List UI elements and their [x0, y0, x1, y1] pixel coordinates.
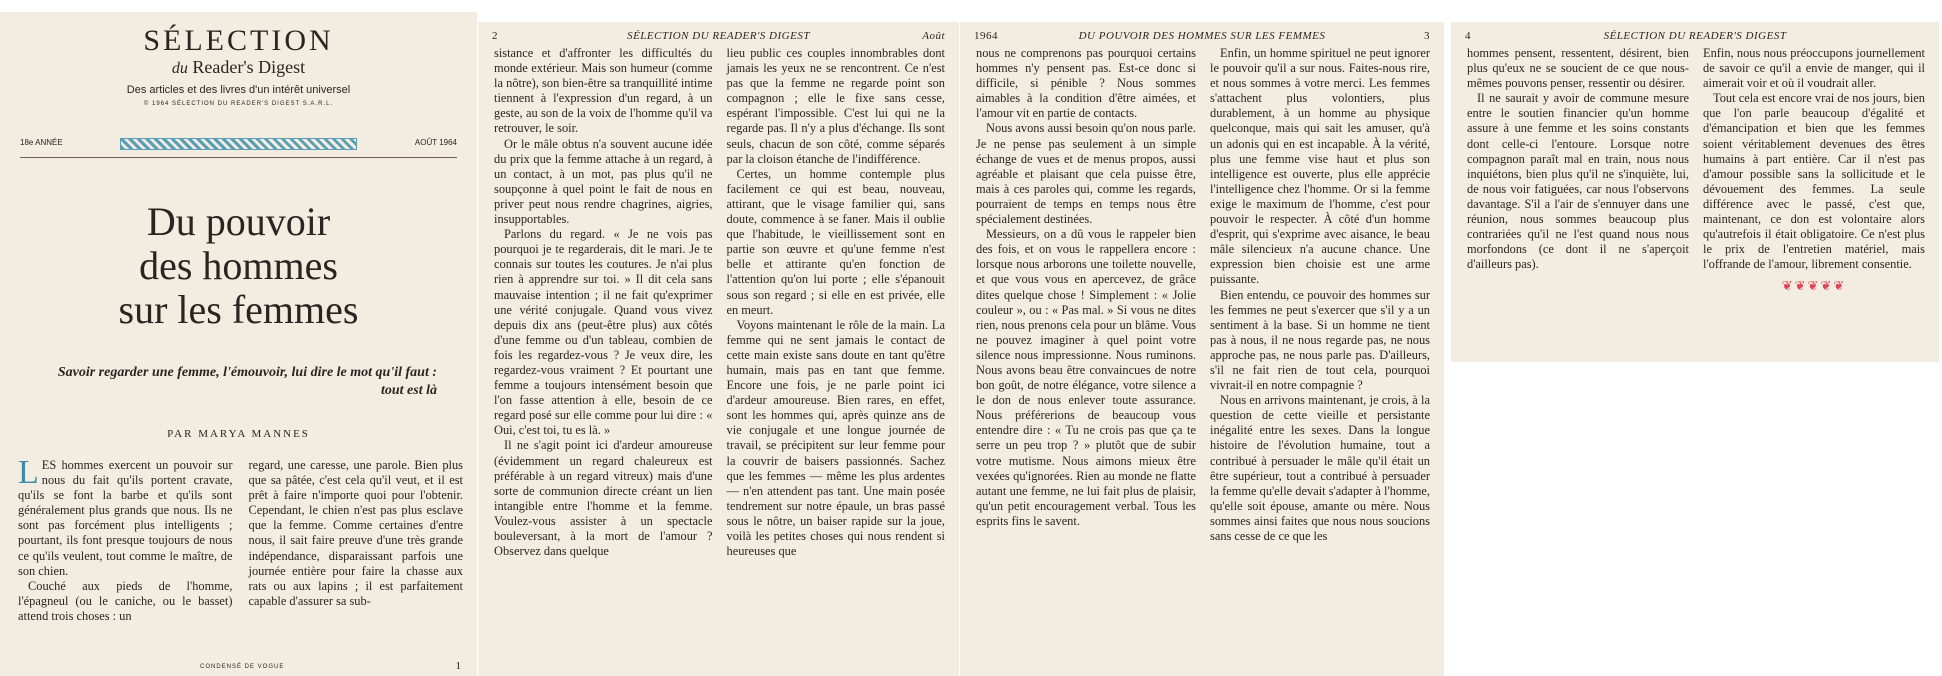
article-title	[0, 200, 477, 332]
year-label: 18e ANNÉE	[20, 138, 63, 147]
paragraph: Couché aux pieds de l'homme, l'épagneul (ou le caniche, ou le basset) attend trois choses : un	[18, 578, 233, 623]
paragraph: Parlons du regard. « Je ne vois pas pourquoi je te regarderais, dit le mari. Je te connais sur toutes les coutures. Je n'ai plus rien à apprendre sur toi. » Il dit cela sans mauvaise intention ; il ne fait qu'exprimer une vérité conjugale. Quand vous vivez depuis dix ans (peut-être plus) aux côtés d'une femme ou d'un tableau, combien de fois les regardez-vous ? Je veux dire, les regardez-vous vraiment ? Et pourtant une femme a toujours intensément besoin que l'on fasse attention à elle, besoin de ce regard posé sur elle comme pour lui dire : « Oui, c'est toi, tu es là. »	[494, 227, 713, 438]
decorative-band	[120, 138, 357, 150]
issue-row	[20, 132, 457, 154]
running-head-year: 1964	[974, 30, 998, 42]
page-4-column-1	[1467, 46, 1689, 352]
end-ornament: ❦❦❦❦❦	[1781, 278, 1847, 294]
running-head-title: SÉLECTION DU READER'S DIGEST	[627, 30, 810, 42]
title-line-3: sur les femmes	[118, 287, 359, 332]
page-4-column-2	[1703, 46, 1925, 352]
paragraph: Nous en arrivons maintenant, je crois, à la question de cette vieille et persistante inégalité entre les sexes. Dans la longue histoire de l'évolution humaine, tout a contribué à persuader le mâle qu'il était un être supérieur, tout a contribué à persuader la femme qu'elle devait s'adapter à l'homme, qu'elle soit épouse, amante ou mère. Nous sommes ainsi faites que nous nous soucions sans cesse de ce que les	[1210, 393, 1430, 543]
page-number: 2	[492, 30, 498, 42]
page-3-columns	[976, 46, 1430, 654]
paragraph: Or le mâle obtus n'a souvent aucune idée du prix que la femme attache à un regard, à un contact, à un mot, pas plus qu'il ne soupçonne à quel point le fait de nous en priver peut nous rendre chagrines, aigries, insupportables.	[494, 136, 713, 227]
page-4-columns	[1467, 46, 1925, 352]
page-3-column-1	[976, 46, 1196, 654]
paragraph: Messieurs, on a dû vous le rappeler bien des fois, et on vous le rappellera encore : lorsque nous arborons une toilette nouvelle, et que vous vous en apercevez, de grâce dites quelque chose ! Simplement : « Jolie couleur », ou : « Pas mal. » Si vous ne dites rien, nous prenons cela pour un blâme. Vous ne pouvez imaginer à quel point votre silence nous impressionne. Nous ruminons. Nous avons beau être convaincues de notre bon goût, de notre élégance, votre silence a le don de nous enlever toute assurance. Nous préférerions de beaucoup vous entendre dire : « Tu ne crois pas que ça te serre un peu trop ? » plutôt que de subir votre mutisme. Nous aimons mieux être vexées qu'ignorées. Rien au monde ne flatte autant une femme, ne lui fait plus de plaisir, qu'un petit encouragement verbal. Tous les esprits fins le savent.	[976, 227, 1196, 528]
masthead-du: du	[171, 60, 188, 77]
paragraph: Nous avons aussi besoin qu'on nous parle. Je ne pense pas seulement à un simple échange de vues et de menus propos, aussi agréable et plaisant que cela puisse être, mais à ces paroles qui, comme les regards, pourraient de temps en temps nous être spécialement destinées.	[976, 121, 1196, 227]
byline: PAR MARYA MANNES	[167, 428, 310, 440]
paragraph: Certes, un homme contemple plus facilement ce qui est beau, nouveau, attirant, que le visage familier qui, sans doute, commence à se faner. Mais il oublie que l'habitude, le vieillissement sont en partie son œuvre et qu'une femme n'est belle et attirante qu'en fonction de l'attention qu'on lui porte ; elle s'épanouit sous son regard ; si elle en est privée, elle en meurt.	[726, 166, 945, 317]
paragraph: LES hommes exercent un pouvoir sur nous du fait qu'ils portent cravate, qu'ils se font la barbe et qu'ils sont généralement plus grands que nous. Ils ne sont pas forcément plus intelligents ; pourtant, ils font presque toujours de nous ce qu'ils veulent, tout comme le maître, de son chien.	[18, 454, 233, 578]
drop-cap: L	[18, 454, 39, 491]
running-head	[974, 30, 1430, 44]
title-line-2: des hommes	[139, 243, 338, 288]
page-3-column-2	[1210, 46, 1430, 654]
page-1	[0, 12, 477, 676]
source-footer: CONDENSÉ DE VOGUE	[200, 664, 285, 670]
running-head	[492, 30, 945, 44]
paragraph: Il ne saurait y avoir de commune mesure entre le soutien financier qu'un homme assure à une femme et les soins constants dont celle-ci l'entoure. Lorsque notre compagnon paraît mal en train, nous nous inquiétons, bien plus qu'il ne s'inquiète, lui, de nous voir fatiguées, car nous l'observons davantage. S'il a l'air de s'ennuyer dans une réunion, nous sommes beaucoup plus contrariées qu'il ne l'est quand nous nous morfondons (ce dont il ne s'aperçoit d'ailleurs pas).	[1467, 91, 1689, 272]
page-1-column-2	[249, 458, 464, 660]
paragraph: regard, une caresse, une parole. Bien plus que sa pâtée, c'est cela qu'il veut, et il est prêt à faire n'importe quoi pour l'obtenir. Cependant, le chien n'est pas plus esclave que la femme. Comme certaines d'entre nous, il sait faire preuve d'une très grande indépendance, disparaissant parfois une journée entière pour faire la chasse aux rats ou aux lapins ; il est parfaitement capable d'assurer sa sub-	[248, 458, 463, 608]
paragraph: Enfin, un homme spirituel ne peut ignorer le pouvoir qu'il a sur nous. Faites-nous rire, et nous sommes à votre merci. Les femmes s'attachent plus volontiers, plus durablement, à un homme au physique quelconque, mais qui sait les amuser, qu'à un adonis qui en est incapable. À la vérité, plus une femme vise haut et plus son intelligence est ouverte, plus elle apprécie l'intelligence chez l'homme. Or si la femme exige le maximum de l'homme, c'est pour pouvoir le respecter. À côté d'un homme d'esprit, qui s'exprime avec aisance, le beau mâle silencieux n'a aucune chance. Une expression bien choisie est une arme puissante.	[1210, 46, 1430, 287]
paragraph: Tout cela est encore vrai de nos jours, bien que l'on parle beaucoup d'égalité et d'émancipation et bien que les femmes soient véritablement devenues des êtres humains à part entière. Car il n'est pas d'amour possible sans la sollicitude et le dévouement des femmes. La seule différence avec le passé, c'est que, maintenant, ce don est volontaire alors qu'autrefois il était obligatoire. Ce n'est plus le prix de l'entretien matériel, mais l'offrande de l'amour, librement consentie.	[1703, 91, 1925, 272]
paragraph: Bien entendu, ce pouvoir des hommes sur les femmes ne peut s'exercer que s'il y a un sentiment à la base. Si un homme ne tient pas à nous, il ne nous regarde pas, ne nous approche pas, ne nous parle pas. D'ailleurs, s'il ne fait rien de tout cela, pourquoi vivrait-il en notre compagnie ?	[1210, 287, 1430, 393]
article-subtitle: Savoir regarder une femme, l'émouvoir, lui dire le mot qu'il faut : tout est là	[57, 365, 437, 398]
paragraph: nous ne comprenons pas pourquoi certains hommes n'y pensent pas. Est-ce donc si difficile, si pénible ? Nous sommes aimables à la condition d'être aimées, et l'amour vit en partie de contacts.	[976, 46, 1196, 121]
masthead	[0, 26, 477, 107]
issue-date: AOÛT 1964	[414, 138, 457, 147]
masthead-copyright: © 1964 SÉLECTION DU READER'S DIGEST S.A.R.L.	[143, 101, 334, 107]
page-2-column-2	[727, 46, 946, 654]
running-head-month: Août	[922, 30, 945, 42]
page-number: 3	[1424, 30, 1430, 42]
running-head	[1465, 30, 1925, 44]
paragraph: hommes pensent, ressentent, désirent, bien plus qu'eux ne se soucient de ce que nous-mêmes pouvons penser, ressentir ou désirer.	[1467, 46, 1689, 91]
paragraph: Enfin, nous nous préoccupons journellement de savoir ce qu'il a envie de manger, qui il aimerait voir et où il voudrait aller.	[1703, 46, 1925, 91]
page-1-columns	[18, 454, 463, 660]
page-1-column-1	[18, 454, 233, 660]
page-number: 4	[1465, 30, 1471, 42]
masthead-tagline: Des articles et des livres d'un intérêt universel	[126, 84, 351, 96]
page-2-column-1	[494, 46, 713, 654]
paragraph: Il ne s'agit point ici d'ardeur amoureuse (évidemment un regard chaleureux est préférable à un regard vitreux) mais d'une sorte de communion directe créant un lien intangible entre l'homme et la femme. Voulez-vous assister à un spectacle bouleversant, à la mort de l'amour ? Observez dans quelque	[494, 438, 713, 559]
page-2	[478, 22, 959, 676]
paragraph: sistance et d'affronter les difficultés du monde extérieur. Mais son humeur (comme la nôtre), son bien-être sa tranquillité intime tiennent à l'expression d'un regard, à un geste, au son de la voix de l'homme qu'il va retrouver, le soir.	[494, 46, 713, 136]
page-number: 1	[455, 660, 461, 672]
title-line-1: Du pouvoir	[146, 199, 331, 244]
masthead-brand: Reader's Digest	[192, 57, 306, 77]
page-3	[960, 22, 1444, 676]
paragraph: lieu public ces couples innombrables dont jamais les yeux ne se rencontrent. Ce n'est pas que la femme ne regarde point son compagnon ; elle le fixe sans cesse, espérant l'impossible. C'est lui qui ne la regarde pas. Il n'y a plus d'échange. Ils sont seuls, chacun de son côté, comme séparés par la cloison étanche de l'indifférence.	[726, 46, 945, 166]
running-head-title: SÉLECTION DU READER'S DIGEST	[1603, 30, 1787, 42]
masthead-rule	[20, 157, 457, 158]
page-4	[1451, 22, 1939, 362]
paragraph: Voyons maintenant le rôle de la main. La femme qui ne sent jamais le contact de cette main existe sans doute en tant qu'être humain, mais pas en tant que femme. Encore une fois, je ne parle point ici d'ardeur amoureuse. Bien rares, en effet, sont les hommes qui, après quinze ans de vie conjugale et une longue journée de travail, se précipitent sur leur femme pour la couvrir de baisers passionnés. Sachez que les femmes — même les plus ardentes — n'en attendent pas tant. Une main posée tendrement sur notre épaule, un bras passé sous le nôtre, un baiser rapide sur la joue, voilà les petites choses qui nous rendent si heureuses que	[726, 317, 945, 559]
masthead-title: SÉLECTION	[143, 24, 334, 57]
running-head-title: DU POUVOIR DES HOMMES SUR LES FEMMES	[1078, 30, 1326, 42]
page-2-columns	[494, 46, 945, 654]
